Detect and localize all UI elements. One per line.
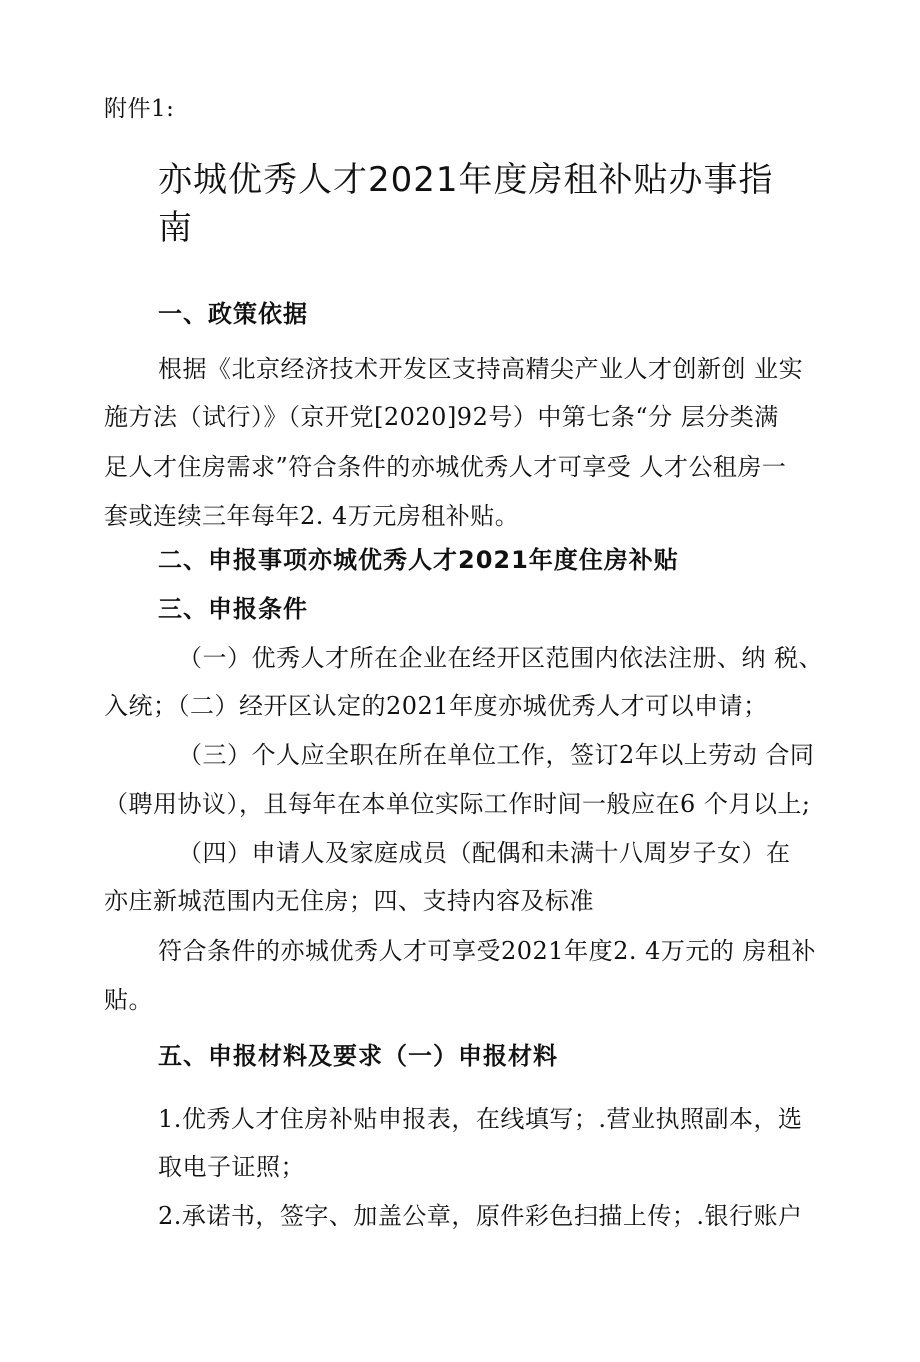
attachment-label: 附件1:	[104, 96, 175, 122]
section-heading-application-conditions: 三、申报条件	[158, 595, 308, 623]
list-item: 1.优秀人才住房补贴申报表，在线填写；.营业执照副本，选	[158, 1105, 803, 1133]
document-title-line-1: 亦城优秀人才2021年度房租补贴办事指	[158, 160, 774, 200]
paragraph-line: 根据《北京经济技术开发区支持高精尖产业人才创新创 业实	[158, 355, 804, 383]
document-title-line-2: 南	[158, 208, 193, 248]
list-item: 取电子证照；	[158, 1153, 305, 1181]
paragraph-line: 贴。	[104, 986, 153, 1014]
paragraph-line: （聘用协议），且每年在本单位实际工作时间一般应在6 个月以上;	[104, 790, 811, 818]
paragraph-line: （四）申请人及家庭成员（配偶和未满十八周岁子女）在	[178, 839, 791, 867]
section-heading-application-item: 二、申报事项亦城优秀人才2021年度住房补贴	[158, 546, 679, 574]
paragraph-line: 亦庄新城范围内无住房；四、支持内容及标准	[104, 887, 594, 915]
paragraph-line: 套或连续三年每年2. 4万元房租补贴。	[104, 502, 520, 530]
paragraph-line: 符合条件的亦城优秀人才可享受2021年度2. 4万元的 房租补	[158, 937, 817, 965]
section-heading-policy-basis: 一、政策依据	[158, 300, 308, 328]
paragraph-line: 足人才住房需求”符合条件的亦城优秀人才可享受 人才公租房一	[104, 453, 787, 481]
section-heading-application-materials: 五、申报材料及要求（一）申报材料	[158, 1042, 558, 1070]
paragraph-line: （一）优秀人才所在企业在经开区范围内依法注册、纳 税、	[178, 644, 824, 672]
paragraph-line: 入统；（二）经开区认定的2021年度亦城优秀人才可以申请；	[104, 692, 768, 720]
paragraph-line: 施方法（试行）》（京开党[2020]92号）中第七条“分 层分类满	[104, 403, 779, 431]
paragraph-line: （三）个人应全职在所在单位工作，签订2年以上劳动 合同	[178, 741, 815, 769]
list-item: 2.承诺书，签字、加盖公章，原件彩色扫描上传；.银行账户	[158, 1202, 803, 1230]
